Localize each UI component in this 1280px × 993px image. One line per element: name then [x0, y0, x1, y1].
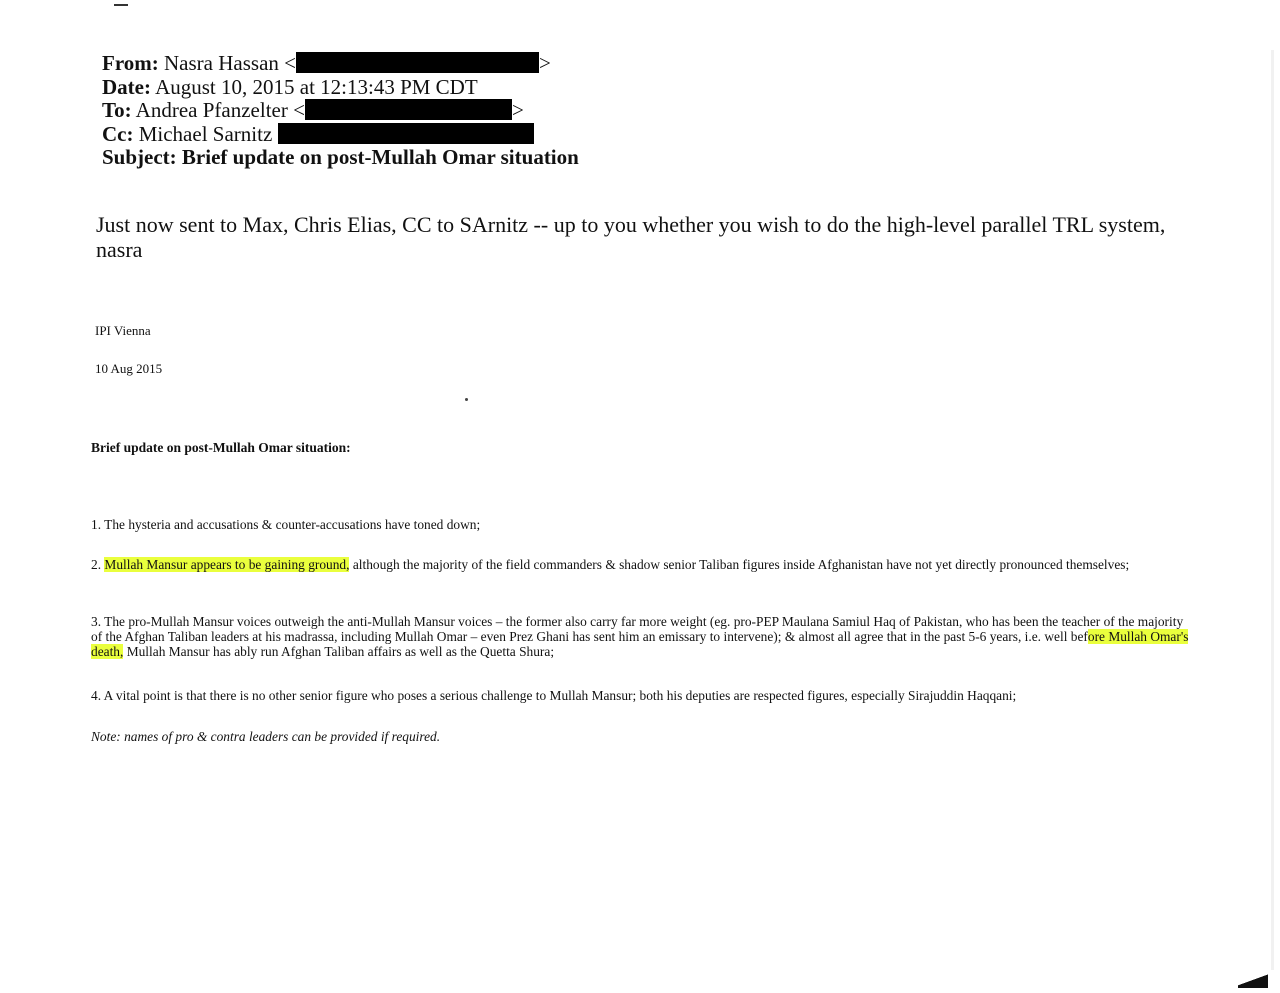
- scan-corner-mark: [1238, 974, 1268, 988]
- cc-value: Michael Sarnitz: [138, 122, 273, 146]
- highlighted-text: Mullah Mansur appears to be gaining ground,: [104, 557, 350, 572]
- scan-edge: [1271, 50, 1274, 970]
- redaction-block: [305, 99, 512, 120]
- item-3-text: 3. The pro-Mullah Mansur voices outweigh the anti-Mullah Mansur voices – the former also carry far more weight (eg. pro-PEP Maulana Samiul Haq of Pakistan, who has been the teacher of the majority of the Afghan Taliban leaders at his madrassa, including Mullah Omar – even Prez Ghani has sent him an emissary to intervene); & almost all agree that in the past 5-6 years, i.e. well bef: [91, 614, 1184, 644]
- to-line: [102, 99, 524, 122]
- date-value: August 10, 2015 at 12:13:43 PM CDT: [155, 75, 478, 99]
- to-end: >: [511, 98, 524, 122]
- redaction-block: [278, 123, 534, 144]
- from-line: [102, 52, 551, 75]
- subject-label: Subject:: [102, 145, 177, 169]
- doc-title: Brief update on post-Mullah Omar situation:: [91, 440, 351, 455]
- from-value: Nasra Hassan <: [164, 51, 296, 75]
- doc-date: 10 Aug 2015: [95, 361, 163, 376]
- subject-line: [102, 146, 579, 169]
- item-3: [91, 614, 1191, 659]
- lead-message: Just now sent to Max, Chris Elias, CC to SArnitz -- up to you whether you wish to do the high-level parallel TRL system, nasra: [96, 212, 1166, 262]
- date-line: [102, 76, 478, 99]
- scan-speck: [465, 398, 468, 401]
- scan-mark: [114, 4, 128, 6]
- item-2-rest: although the majority of the field commanders & shadow senior Taliban figures inside Afghanistan have not yet directly pronounced themselves;: [349, 557, 1130, 572]
- cc-label: Cc:: [102, 122, 134, 146]
- from-end: >: [538, 51, 551, 75]
- from-label: From:: [102, 51, 159, 75]
- item-1: 1. The hysteria and accusations & counter-accusations have toned down;: [91, 517, 481, 532]
- note-text: Note: names of pro & contra leaders can be provided if required.: [91, 729, 441, 744]
- cc-line: [102, 123, 534, 146]
- subject-value: Brief update on post-Mullah Omar situation: [181, 145, 579, 169]
- to-label: To:: [102, 98, 132, 122]
- redaction-block: [296, 52, 539, 73]
- org-name: IPI Vienna: [95, 323, 151, 338]
- to-value: Andrea Pfanzelter <: [135, 98, 305, 122]
- item-2: [91, 557, 1191, 572]
- highlighted-text: ore Mullah Omar's death,: [91, 629, 1189, 659]
- item-4: 4. A vital point is that there is no other senior figure who poses a serious challenge to Mullah Mansur; both his deputies are respected figures, especially Sirajuddin Haqqani;: [91, 688, 1017, 703]
- item-3-rest: Mullah Mansur has ably run Afghan Taliban affairs as well as the Quetta Shura;: [123, 644, 555, 659]
- date-label: Date:: [102, 75, 151, 99]
- item-2-number: 2.: [91, 557, 102, 572]
